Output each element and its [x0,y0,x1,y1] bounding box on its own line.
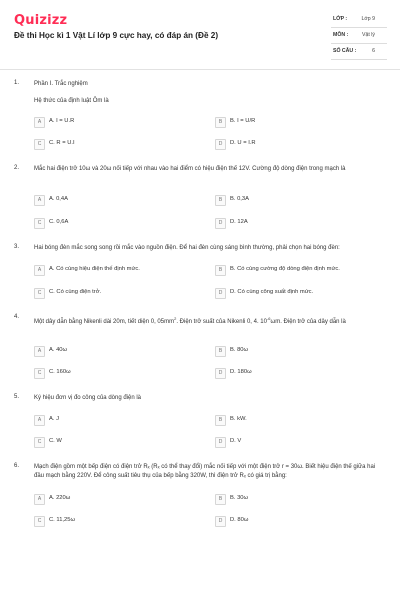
meta-row-count [331,44,387,60]
option-c[interactable] [34,516,184,527]
question-number: 1. [14,80,20,86]
meta-key: LỚP : [333,16,348,22]
question-text: Mạch điện gồm một bếp điện có điện trở Rₓ (Rₓ có thể thay đổi) mắc nối tiếp với một điện trở r = 30ω. Biết hiệu điện thế giữa hai đầu mạch bằng 220V. Để công suất tiêu thụ của bếp bằng 320W, thì điện trở Rₓ có giá trị bằng: [34,464,376,479]
question-text: Ký hiệu đơn vị đo công của dòng điện là [34,395,142,401]
question-text: Hai bóng đèn mắc song song rồi mắc vào nguồn điện. Để hai đèn cùng sáng bình thường, phải chọn hai bóng đèn: [34,245,340,251]
option-text: D. U = I.R [230,140,256,146]
option-text: A. J [49,416,59,422]
option-text: B. kW. [230,416,247,422]
option-text: D. 12A [230,219,248,225]
option-letter: C [34,288,45,299]
option-text: C. 11,25ω [49,517,76,523]
option-letter: D [215,218,226,229]
option-b[interactable] [215,346,365,357]
meta-key: SỐ CÂU : [333,48,357,54]
option-b[interactable] [215,195,365,206]
question-text-part: Một dây dẫn bằng Nikenli dài 20m, tiết diện 0, 05mm [34,319,175,325]
option-letter: C [34,368,45,379]
option-a[interactable] [34,415,184,426]
option-letter: C [34,139,45,150]
option-text: B. 0,3A [230,196,250,202]
question-number: 6. [14,463,20,469]
option-text: B. Có cùng cường độ dòng điện định mức. [230,266,340,272]
question-text: Phần I. Trắc nghiệm [34,81,88,87]
option-letter: D [215,437,226,448]
superscript: -6 [266,316,271,321]
option-a[interactable] [34,265,184,276]
option-letter: D [215,139,226,150]
quizizz-logo: Quizizz [14,13,68,28]
meta-value: Vật lý [362,32,375,38]
meta-row-subject [331,28,387,44]
option-letter: A [34,494,45,505]
page-title: Đề thi Học kì 1 Vật Lí lớp 9 cực hay, có đáp án (Đề 2) [14,31,219,40]
option-text: C. R = U.I [49,140,75,146]
option-d[interactable] [215,516,365,527]
option-text: D. 80ω [230,517,249,523]
option-b[interactable] [215,117,365,128]
option-text: B. 80ω [230,347,249,353]
option-letter: D [215,288,226,299]
question-subtext: Hệ thức của định luật Ôm là [34,98,109,104]
option-text: B. I = U/R [230,118,256,124]
option-text: D. Có cùng công suất định mức. [230,289,314,295]
option-c[interactable] [34,139,184,150]
option-a[interactable] [34,346,184,357]
option-d[interactable] [215,368,365,379]
option-text: A. Có cùng hiệu điện thế định mức. [49,266,140,272]
question-number: 4. [14,314,20,320]
superscript: 2 [174,316,177,321]
option-letter: B [215,117,226,128]
question-text [34,314,386,327]
option-text: D. 180ω [230,369,252,375]
meta-value: Lớp 9 [361,16,375,22]
option-letter: A [34,415,45,426]
option-d[interactable] [215,437,365,448]
option-letter: C [34,516,45,527]
option-letter: D [215,368,226,379]
meta-key: MÔN : [333,32,349,38]
option-letter: B [215,415,226,426]
meta-box [331,12,387,60]
option-text: A. I = U.R [49,118,75,124]
option-letter: B [215,346,226,357]
option-letter: A [34,195,45,206]
option-d[interactable] [215,218,365,229]
question-number: 3. [14,244,20,250]
question-text-part: ωm. Điện trở của dây dẫn là [270,319,346,325]
option-letter: C [34,437,45,448]
question-number: 2. [14,165,20,171]
option-b[interactable] [215,415,365,426]
option-letter: C [34,218,45,229]
option-text: C. 160ω [49,369,71,375]
question-text: Mắc hai điện trở 10ω và 20ω nối tiếp với nhau vào hai điểm có hiệu điện thế 12V. Cường độ dòng điện trong mạch là [34,166,346,172]
option-letter: D [215,516,226,527]
option-letter: B [215,494,226,505]
option-a[interactable] [34,195,184,206]
header-divider [0,69,400,70]
option-b[interactable] [215,265,365,276]
option-text: A. 0,4A [49,196,69,202]
option-c[interactable] [34,218,184,229]
meta-row-class [331,12,387,28]
option-letter: B [215,195,226,206]
option-c[interactable] [34,288,184,299]
option-text: C. W [49,438,62,444]
option-letter: A [34,117,45,128]
option-d[interactable] [215,288,365,299]
question-text-part: . Điện trở suất của Nikenli 0, 4. 10 [176,319,267,325]
option-a[interactable] [34,117,184,128]
option-text: A. 220ω [49,495,71,501]
option-letter: B [215,265,226,276]
option-letter: A [34,265,45,276]
option-b[interactable] [215,494,365,505]
option-letter: A [34,346,45,357]
option-c[interactable] [34,437,184,448]
option-d[interactable] [215,139,365,150]
option-c[interactable] [34,368,184,379]
option-text: C. 0,6A [49,219,69,225]
meta-value: 6 [372,48,375,54]
option-a[interactable] [34,494,184,505]
option-text: A. 40ω [49,347,68,353]
option-text: D. V [230,438,242,444]
question-number: 5. [14,394,20,400]
option-text: C. Có cùng điện trở. [49,289,102,295]
option-text: B. 30ω [230,495,249,501]
